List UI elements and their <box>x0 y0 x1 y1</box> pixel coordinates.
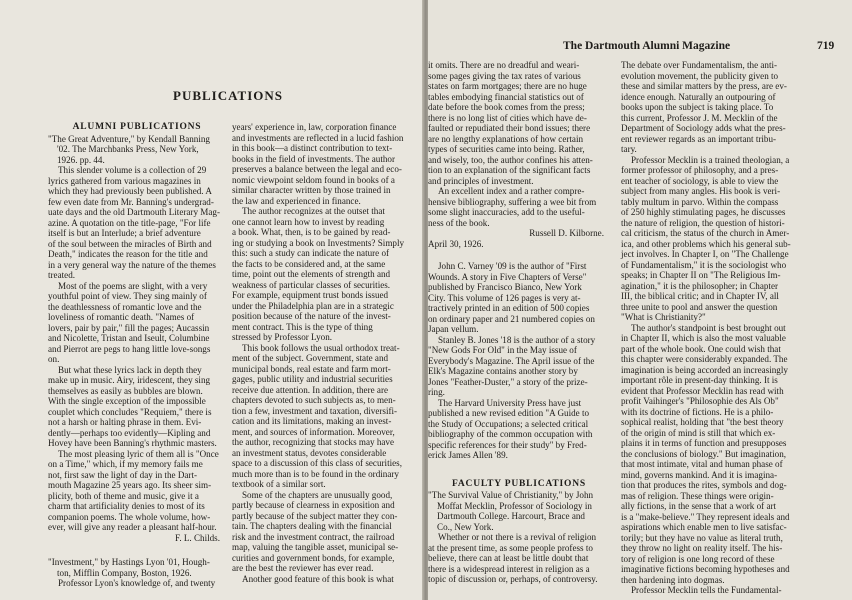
page-title: PUBLICATIONS <box>173 88 284 103</box>
text-line: profit Vaihinger's "Philosophie des Als Ob" <box>621 396 779 406</box>
text-line: aspirations which enable men to live satisfac- <box>621 522 787 532</box>
text-line: uate days and the old Dartmouth Literary Mag- <box>48 207 220 217</box>
text-line: ent reviewer regards as an important tribu- <box>621 133 777 144</box>
text-line: Stanley B. Jones '18 is the author of a story <box>438 334 596 345</box>
left-column-2 <box>232 122 412 584</box>
text-line: themselves as easily as bubbles are blown. <box>48 385 203 396</box>
text-line: torily; but they have no value as literal truth, <box>621 532 783 543</box>
text-line: imagination is being accorded an increasingly <box>621 364 788 375</box>
text-line: then hardening into dogmas. <box>621 574 725 585</box>
text-line: bibliography of the common occupation with <box>428 429 593 439</box>
text-line: Most of the poems are slight, with a very <box>58 280 208 291</box>
text-line: years' experience in, law, corporation finance <box>232 122 397 132</box>
text-line: partly because of clearness in exposition and <box>232 500 395 510</box>
text-line: tractively printed in an edition of 500 copies <box>428 303 590 313</box>
text-line: cation and its limitations, making an invest- <box>232 416 392 426</box>
text-line: ica, and other problems which his general sub- <box>621 238 791 249</box>
text-line: this: such a study can indicate the nature of <box>232 248 390 258</box>
text-line: sophical realist, holding that "the best theory <box>621 417 784 427</box>
text-line: much more than is to be found in the ordinary <box>232 468 399 479</box>
text-line: believe, there can at least be little doubt that <box>428 553 589 563</box>
text-line: it omits. There are no dreadful and weari- <box>428 60 580 70</box>
text-line: The most pleasing lyric of them all is "Once <box>58 448 219 459</box>
text-line: companion poems. The whole volume, how- <box>48 511 211 522</box>
text-line: not a harsh or halting phrase in them. Evi- <box>48 417 202 427</box>
text-line: published a new revised edition "A Guide to <box>428 408 590 418</box>
text-line: "The Survival Value of Christianity," by John <box>428 490 594 500</box>
text-line: loveliness of romantic death. "Names of <box>48 312 195 322</box>
text-line: map, valuing the tangible asset, municipal se- <box>232 542 399 552</box>
text-line: ton, Mifflin Company, Boston, 1926. <box>57 567 192 578</box>
text-line: ject involves. In Chapter I, on "The Challenge <box>621 249 789 259</box>
text-line: Department of Sociology adds what the pres- <box>621 123 786 133</box>
text-line: a book. What, then, is to be gained by read- <box>232 227 391 237</box>
text-line: of 250 highly stimulating pages, he discusses <box>621 207 786 217</box>
text-line: cal criticism, the status of the church in Amer- <box>621 228 790 238</box>
text-line: Professor Mecklin tells the Fundamental- <box>631 585 782 595</box>
text-line: chapters devoted to such subjects as, to men- <box>232 395 396 405</box>
text-line: agination," it is the philosopher; in Chapter <box>621 280 779 291</box>
text-line: position because of the nature of the invest- <box>232 311 391 321</box>
text-line: the facts to be considered and, at the same <box>232 258 386 269</box>
text-line: 1926. pp. 44. <box>57 154 105 165</box>
text-line: tably multum in parvo. Within the compass <box>621 196 779 207</box>
text-line: idence enough. Naturally an outpouring of <box>621 91 776 102</box>
text-line: some pages giving the tax rates of various <box>428 70 581 81</box>
text-line: these and similar matters by the press, are ev- <box>621 81 787 91</box>
section-heading-alumni: ALUMNI PUBLICATIONS <box>72 122 202 132</box>
text-line: the law and experienced in finance. <box>232 195 361 206</box>
text-line: of the soul between the miracles of Birth and <box>48 238 212 249</box>
text-line: stressed by Professor Lyon. <box>232 332 333 342</box>
text-line: imaginative fictions becoming hypotheses and <box>621 564 790 574</box>
left-page <box>0 0 424 600</box>
text-line: mind, governs mankind. And it is imagina- <box>621 469 778 480</box>
text-line: published by Francisco Bianco, New York <box>428 282 582 292</box>
text-line: the Study of Occupations; a selected critical <box>428 418 589 429</box>
text-line: some slight inaccuracies, add to the useful- <box>428 207 585 217</box>
text-line: specific references for their study" by Fred- <box>428 439 587 450</box>
text-line: tary. <box>621 144 637 154</box>
reviewer-signature: Russell D. Kilborne. <box>529 228 604 238</box>
text-line: ent teacher of sociology, is able to view the <box>621 175 779 186</box>
text-line: date before the book comes from the press; <box>428 102 585 112</box>
text-line: make up in music. Airy, iridescent, they sing <box>48 375 211 385</box>
text-line: types of securities came into being. Rather, <box>428 144 585 154</box>
text-line: hensive bibliography, suffering a wee bit from <box>428 196 597 207</box>
text-line: Jones "Feather-Duster," a story of the prize- <box>428 376 588 387</box>
text-line: that most intimate, vital and human phase of <box>621 459 783 469</box>
text-line: mas of religion. These things were origin- <box>621 490 774 501</box>
text-line: topic of discussion or, perhaps, of controversy. <box>428 574 598 584</box>
text-line: "New Gods For Old" in the May issue of <box>428 345 577 355</box>
text-line: in Chapter II, which is also the most valuable <box>621 333 786 343</box>
running-head: The Dartmouth Alumni Magazine <box>563 40 731 52</box>
text-line: The debate over Fundamentalism, the anti- <box>621 60 778 70</box>
text-line: similar character written by those trained in <box>232 185 391 195</box>
text-line: charm that artificiality denies to most of its <box>48 501 205 511</box>
text-line: Elk's Magazine contains another story by <box>428 366 578 376</box>
text-line: This slender volume is a collection of 29 <box>58 165 207 175</box>
text-line: But what these lyrics lack in depth they <box>58 364 202 375</box>
text-line: An excellent index and a rather compre- <box>438 186 585 196</box>
text-line: on ordinary paper and 21 numbered copies on <box>428 313 595 324</box>
text-line: at the present time, as some people profess to <box>428 542 593 553</box>
text-line: Wounds. A story in Five Chapters of Verse" <box>428 271 587 282</box>
text-line: and Nicolette, Tristan and Iseult, Columbine <box>48 333 210 343</box>
text-line: ment, and sources of information. Moreover, <box>232 426 395 437</box>
text-line: textbook of a similar sort. <box>232 479 326 489</box>
right-column-2 <box>621 60 805 596</box>
text-line: part of the whole book. One could wish that <box>621 343 781 354</box>
text-line: nomic viewpoint seldom found in books of a <box>232 174 395 185</box>
text-line: books upon the subject is taking place. To <box>621 102 774 112</box>
text-line: ally fictions, in the sense that a work of art <box>621 501 777 511</box>
text-line: important rôle in present-day thinking. It is <box>621 375 778 385</box>
text-line: there is no long list of cities which have de- <box>428 112 587 123</box>
text-line: Professor Lyon's knowledge of, and twenty <box>58 578 216 588</box>
text-line: weakness of particular classes of securities. <box>232 279 391 290</box>
text-line: are the best the reviewer has ever read. <box>232 563 374 573</box>
text-line: tory of religion is one long record of these <box>621 553 775 564</box>
text-line: of Fundamentalism," it is the sociologist who <box>621 259 787 270</box>
text-line: in a very general way the nature of the themes <box>48 259 216 270</box>
text-line: evident that Professor Mecklin has read with <box>621 385 784 396</box>
text-line: John C. Varney '09 is the author of "First <box>438 261 587 271</box>
text-line: of the origin of mind is still that which ex- <box>621 427 776 438</box>
text-line: the conclusions of biology." But imagination, <box>621 448 787 459</box>
section-heading-faculty: FACULTY PUBLICATIONS <box>452 478 586 489</box>
text-line: and wisely, too, the author confines his atten- <box>428 154 593 165</box>
text-line: and investments are reflected in a lucid fashion <box>232 132 404 143</box>
text-line: the nature of religion, the question of histori- <box>621 217 785 228</box>
text-line: Another good feature of this book is what <box>242 573 394 584</box>
text-line: The Harvard University Press have just <box>438 397 582 408</box>
text-line: tables embodying financial statistics out of <box>428 91 584 102</box>
text-line: with its doctrine of fictions. He is a philo- <box>621 406 774 417</box>
text-line: This book follows the usual orthodox treat- <box>242 342 400 353</box>
text-line: the deathlessness of romantic love and the <box>48 301 202 312</box>
text-line: on a Time," which, if my memory fails me <box>48 459 203 469</box>
text-line: couplet which concludes "Requiem," there is <box>48 406 212 417</box>
text-line: faulted or repudiated their bond issues; there <box>428 123 591 133</box>
text-line: youthful point of view. They sing mainly of <box>48 291 207 301</box>
text-line: Whether or not there is a revival of religion <box>438 532 597 542</box>
review-date: April 30, 1926. <box>428 238 484 249</box>
text-line: preserves a balance between the legal and eco- <box>232 164 402 174</box>
text-line: in this book—a distinct contribution to text- <box>232 143 393 153</box>
alumni-review-text <box>48 134 226 589</box>
text-line: azine. A quotation on the title-page, "For life <box>48 217 211 228</box>
text-line: municipal bonds, real estate and farm mort- <box>232 363 391 374</box>
text-line: curities and government bonds, for example, <box>232 552 395 563</box>
text-line: "What is Christianity?" <box>621 312 706 322</box>
text-line: ever, will give any reader a pleasant half-hour. <box>48 522 217 532</box>
text-line: plains it in terms of function and presupposes <box>621 438 787 448</box>
text-line: ring. <box>428 387 445 397</box>
text-line: not, first saw the light of day in the Dart- <box>48 469 198 480</box>
text-line: and principles of investment. <box>428 175 534 186</box>
text-line: which they had previously been published. A <box>48 186 212 196</box>
text-line: City. This volume of 126 pages is very at- <box>428 292 581 303</box>
text-line: they throw no light on reality itself. The his- <box>621 543 783 553</box>
right-page <box>428 0 852 600</box>
reviewer-signature: F. L. Childs. <box>174 532 220 543</box>
right-column-1 <box>428 60 610 585</box>
text-line: receive due attention. In addition, there are <box>232 384 389 395</box>
text-line: '02. The Marchbanks Press, New York, <box>57 144 199 154</box>
text-line: "The Great Adventure," by Kendall Banning <box>48 133 210 144</box>
text-line: tain. The chapters dealing with the financial <box>232 521 392 531</box>
text-line: partly because of the subject matter they con- <box>232 510 398 521</box>
text-line: are no lengthy explanations of how certain <box>428 133 584 144</box>
text-line: Professor Mecklin is a trained theologian, a <box>631 154 790 165</box>
text-line: Moffat Mecklin, Professor of Sociology in <box>437 500 592 511</box>
text-line: there is a widespread interest in religion as a <box>428 563 590 574</box>
left-column-1 <box>48 122 226 589</box>
text-line: is a "make-believe." They represent ideals and <box>621 511 790 522</box>
text-line: few even date from Mr. Banning's undergrad- <box>48 196 214 207</box>
text-line: one cannot learn how to invest by reading <box>232 216 385 227</box>
page-number: 719 <box>817 40 835 52</box>
text-line: the author, recognizing that stocks may have <box>232 437 395 447</box>
text-line: and Pierrot are pegs to hang little love-songs <box>48 343 211 354</box>
text-line: this chapter were considerably expanded. The <box>621 354 788 364</box>
text-line: mouth Magazine 25 years ago. Its sheer sim- <box>48 480 212 490</box>
text-line: Some of the chapters are unusually good, <box>242 489 393 500</box>
text-line: risk and the investment contract, the railroad <box>232 531 395 542</box>
text-line: plicity, both of theme and music, give it a <box>48 490 199 501</box>
text-line: Hovey have been Banning's rhythmic masters. <box>48 438 217 448</box>
text-line: this current, Professor J. M. Mecklin of the <box>621 112 778 123</box>
text-line: lyrics gathered from various magazines in <box>48 175 201 186</box>
text-line: gages, public utility and industrial securities <box>232 374 393 384</box>
text-line: lovers, pair by pair," fill the pages; Aucassin <box>48 322 210 333</box>
text-line: subject from many angles. His book is veri- <box>621 186 781 196</box>
text-line: III, the biblical critic; and in Chapter IV, all <box>621 291 779 301</box>
text-line: speaks; in Chapter II on "The Religious Im- <box>621 270 781 280</box>
text-line: books in the field of investments. The author <box>232 153 395 164</box>
text-line: former professor of philosophy, and a pres- <box>621 165 779 175</box>
text-line: treated. <box>48 270 76 280</box>
text-line: "Investment," by Hastings Lyon '01, Hough- <box>48 557 210 567</box>
text-line: Co., New York. <box>437 521 494 532</box>
text-line: space to a discussion of this class of securities, <box>232 458 402 468</box>
text-line: an investment status, devotes considerable <box>232 447 387 458</box>
text-line: With the single exception of the impossible <box>48 396 206 406</box>
text-line: evolution movement, the publicity given to <box>621 70 779 81</box>
text-line: tion that produces the rites, symbols and dog- <box>621 480 787 490</box>
text-line: dently—perhaps too evidently—Kipling and <box>48 427 211 438</box>
text-line: ing or studying a book on Investments? Simply <box>232 237 405 248</box>
text-line: Dartmouth College. Harcourt, Brace and <box>437 511 585 521</box>
text-line: The author's standpoint is best brought out <box>631 322 786 333</box>
text-line: Everybody's Magazine. The April issue of the <box>428 355 595 366</box>
text-line: three unite to pool and answer the question <box>621 301 778 312</box>
text-line: erick James Allen '89. <box>428 450 508 460</box>
text-line: states on farm mortgages; there are no huge <box>428 81 587 91</box>
text-line: time, point out the elements of strength and <box>232 269 391 279</box>
text-line: ment contract. This is the type of thing <box>232 321 373 332</box>
text-line: itself is but an Interlude; a brief adventure <box>48 228 201 238</box>
text-line: The author recognizes at the outset that <box>242 206 385 216</box>
text-line: For example, equipment trust bonds issued <box>232 290 389 300</box>
text-line: under the Philadelphia plan are in a strategic <box>232 300 394 311</box>
text-line: ness of the book. <box>428 217 490 228</box>
text-line: Death," indicates the reason for the title and <box>48 249 208 259</box>
text-line: tion a few, investment and taxation, diversifi- <box>232 405 398 416</box>
text-line: tion to an explanation of the significant facts <box>428 165 591 175</box>
text-line: Japan vellum. <box>428 324 479 334</box>
text-line: on. <box>48 354 60 364</box>
text-line: ment of the subject. Government, state and <box>232 353 389 363</box>
